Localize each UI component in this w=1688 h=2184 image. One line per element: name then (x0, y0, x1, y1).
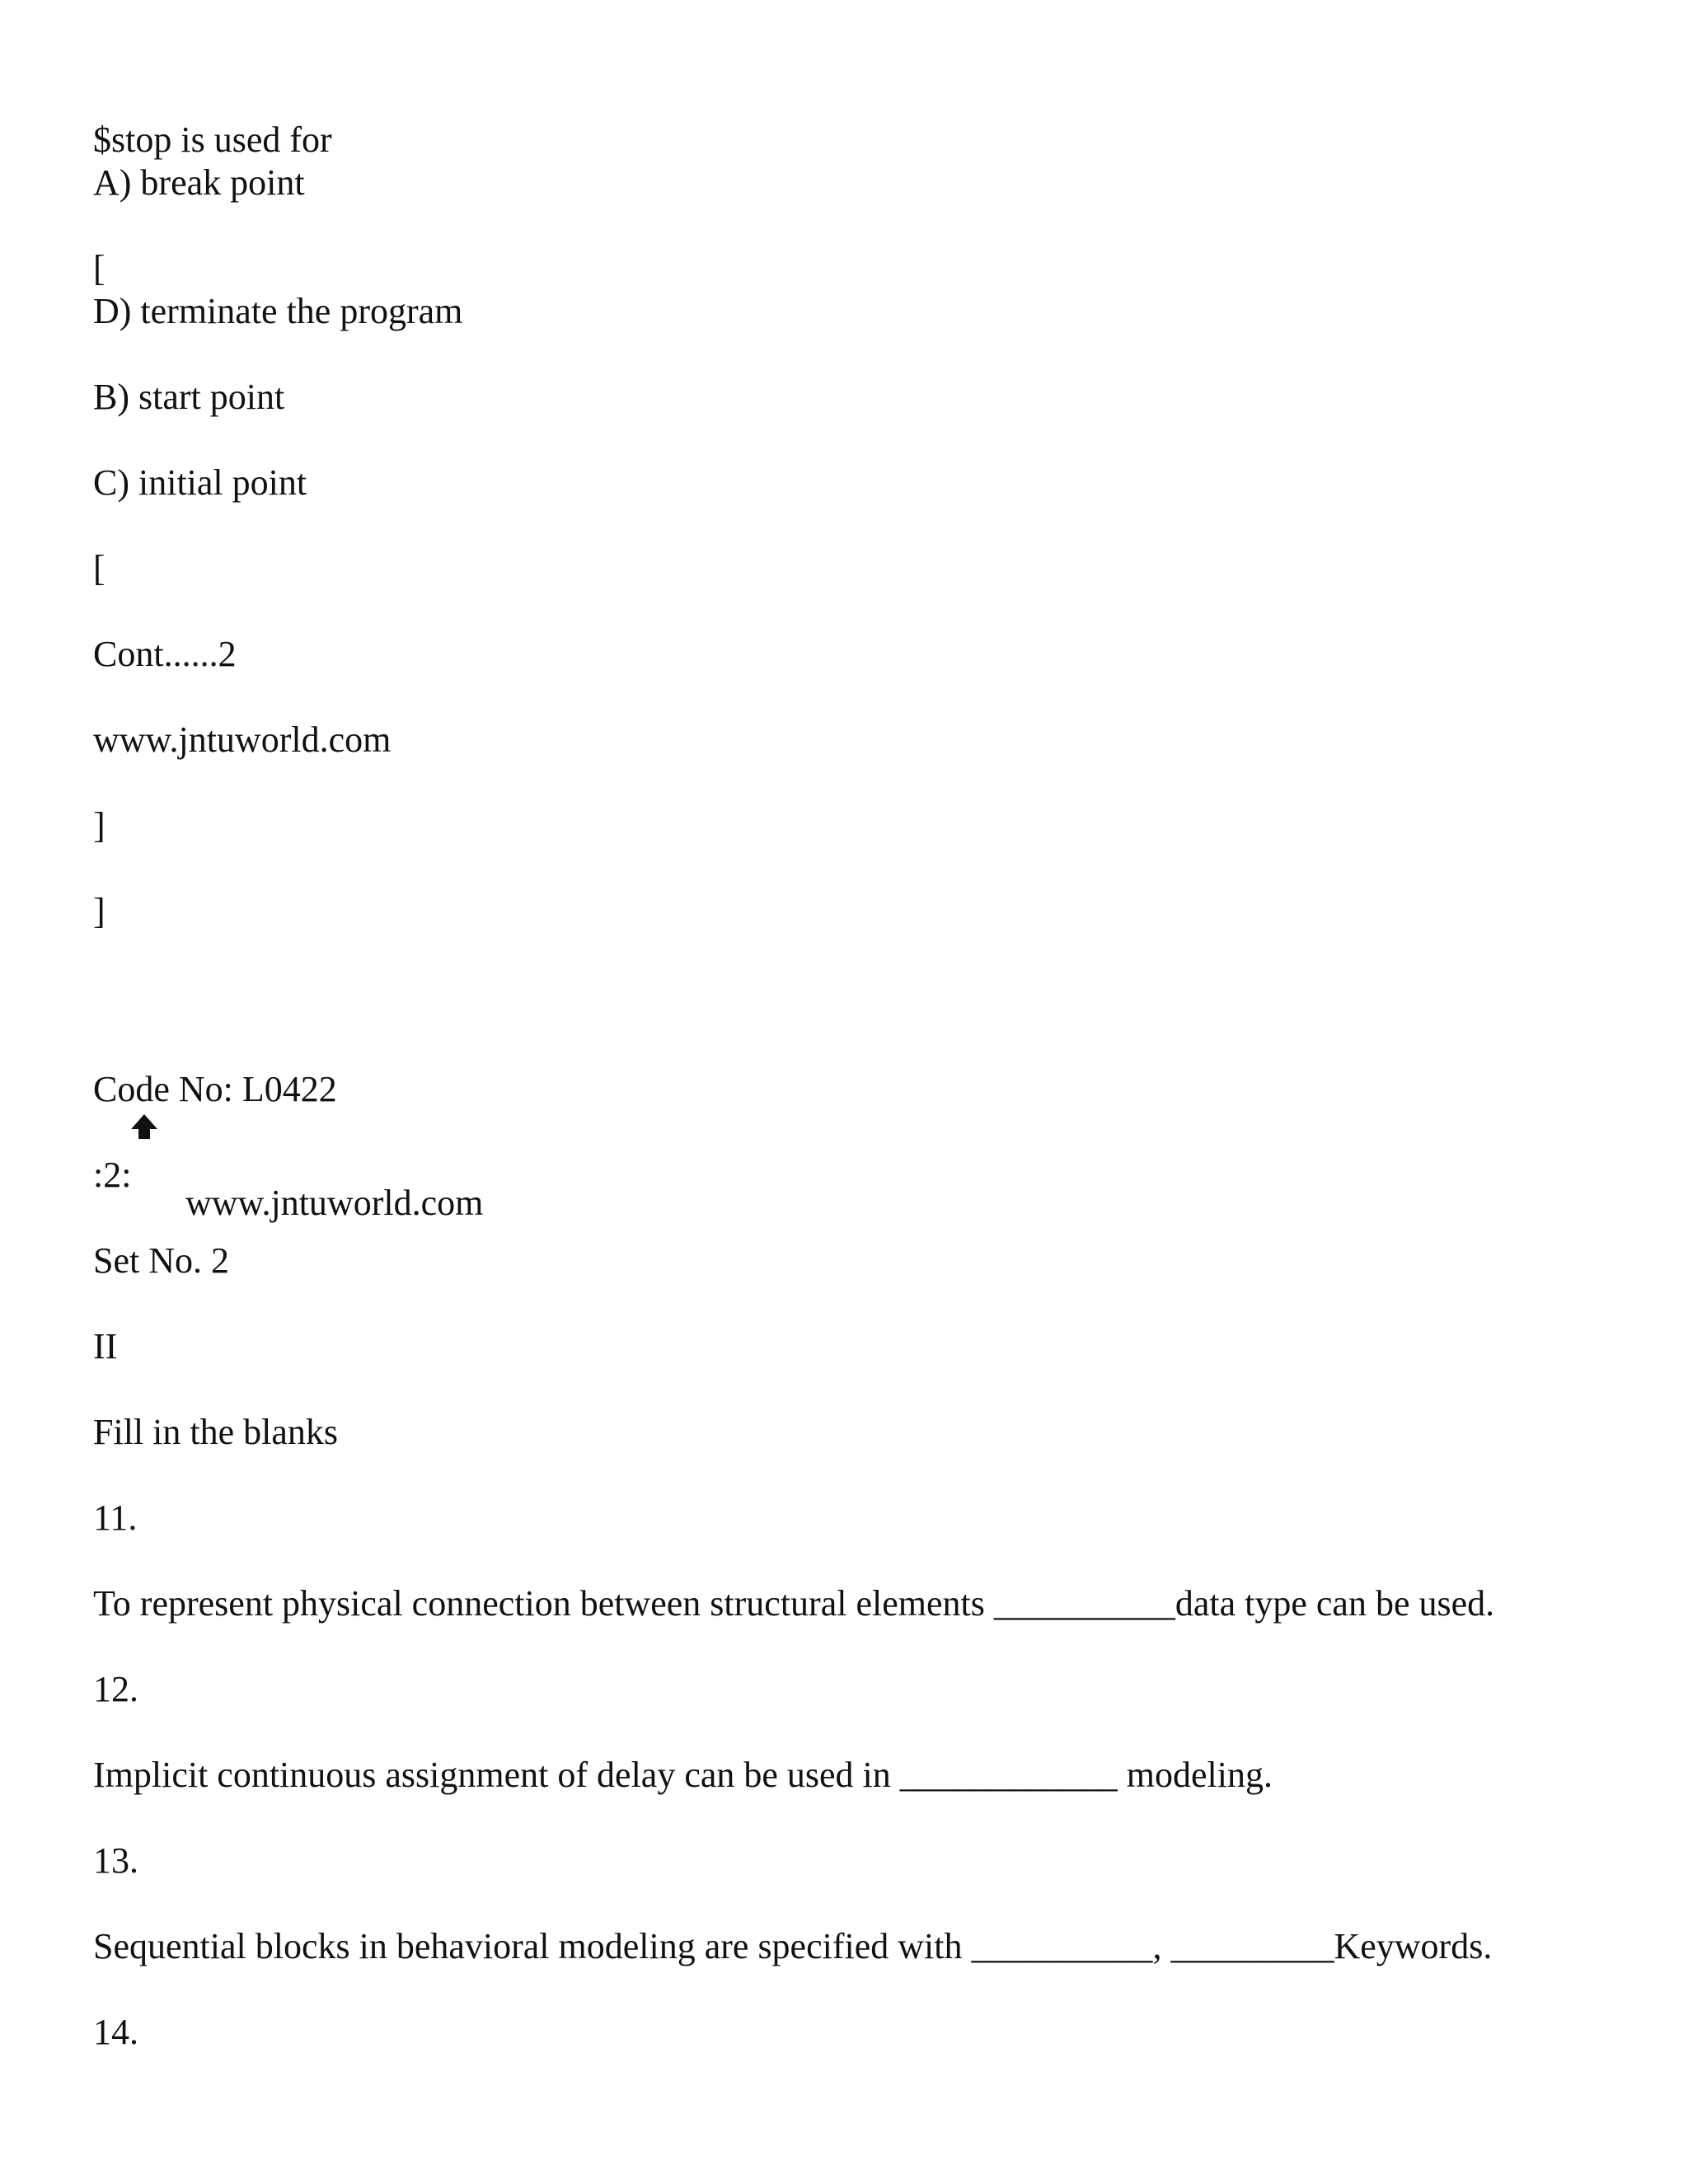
bracket-open-1: [ (93, 248, 106, 288)
bracket-close-1: ] (93, 805, 106, 846)
website-header (93, 982, 483, 1268)
item-number-14: 14. (93, 2012, 138, 2052)
up-arrow-icon (129, 1025, 184, 1225)
code-number: Code No: L0422 (93, 1069, 337, 1109)
item-number-13: 13. (93, 1840, 138, 1881)
item-text-12: Implicit continuous assignment of delay can be used in ____________ modeling. (93, 1755, 1273, 1795)
website-footer: www.jntuworld.com (93, 719, 392, 760)
question-text: $stop is used for (93, 120, 332, 160)
bracket-close-2: ] (93, 891, 106, 931)
option-a: A) break point (93, 162, 305, 203)
website-header-text: www.jntuworld.com (185, 1183, 484, 1223)
item-number-11: 11. (93, 1497, 138, 1538)
bracket-open-2: [ (93, 548, 106, 588)
item-text-11: To represent physical connection between structural elements __________data type can be used. (93, 1583, 1495, 1624)
section-title: Fill in the blanks (93, 1412, 338, 1452)
continuation-note: Cont......2 (93, 634, 237, 674)
option-d: D) terminate the program (93, 291, 463, 331)
page-marker: :2: (93, 1155, 132, 1195)
option-b: B) start point (93, 377, 285, 417)
item-text-13: Sequential blocks in behavioral modeling are specified with __________, _________Keywords. (93, 1926, 1493, 1966)
item-number-12: 12. (93, 1669, 138, 1709)
section-roman: II (93, 1326, 118, 1366)
option-c: C) initial point (93, 462, 307, 503)
set-number: Set No. 2 (93, 1240, 229, 1281)
